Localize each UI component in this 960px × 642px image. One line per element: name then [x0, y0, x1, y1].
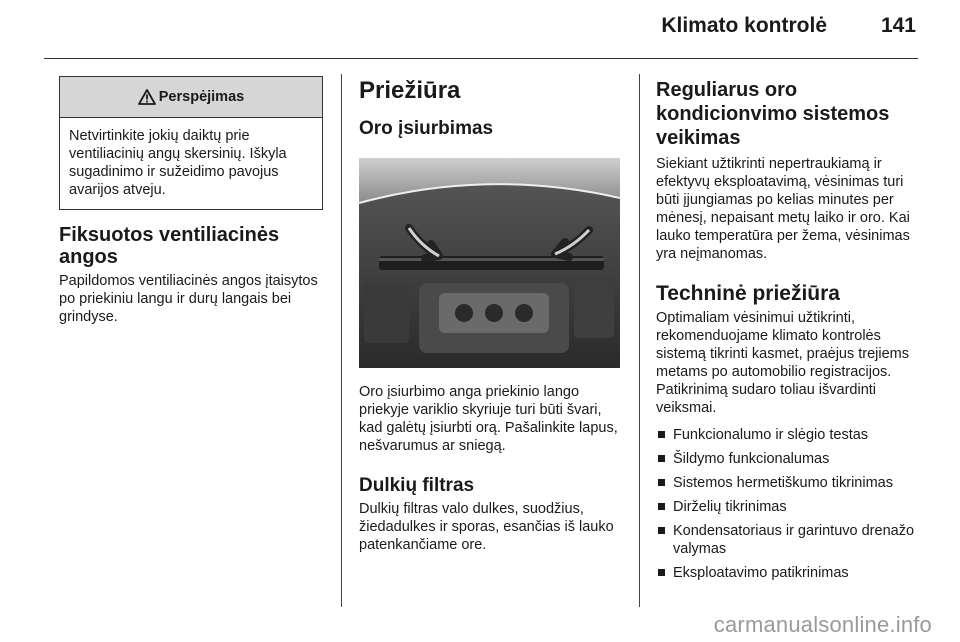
air-intake-text: Oro įsiurbimo anga priekinio lango priekyje variklio skyriuje turi būti švari, kad galėtų įsiurbti orą. Pašalinkite lapus, nešvarumus ar sniegą.: [359, 384, 618, 454]
list-item-text: Sistemos hermetiškumo tikrinimas: [673, 475, 893, 491]
list-item: [656, 522, 922, 558]
warning-title: Perspėjimas: [158, 89, 245, 105]
warning-box: [59, 76, 323, 210]
list-item-text: Dirželių tikrinimas: [673, 499, 787, 515]
dust-filter-heading: Dulkių filtras: [359, 475, 475, 496]
service-heading: Techninė priežiūra: [656, 282, 840, 305]
list-item-text: Eksploatavimo patikrinimas: [673, 565, 849, 581]
bullet-icon: [658, 569, 665, 576]
list-item: [656, 564, 922, 582]
warning-triangle-icon: [138, 89, 156, 105]
bullet-icon: [658, 431, 665, 438]
right-column: [656, 74, 922, 588]
watermark: carmanualsonline.info: [713, 612, 932, 637]
column-separator-2: [639, 74, 640, 607]
service-checklist: [656, 426, 922, 582]
header-rule: [44, 58, 918, 59]
list-item-text: Funkcionalumo ir slėgio testas: [673, 427, 869, 443]
warning-header: [60, 77, 322, 118]
middle-column: [359, 74, 627, 554]
bullet-icon: [658, 527, 665, 534]
fixed-vents-text: Papildomos ventiliacinės angos įtaisytos po priekiniu langu ir durų langais bei grindyse.: [59, 273, 318, 325]
fixed-vents-heading: Fiksuotos ventiliacinės angos: [59, 224, 280, 268]
regular-operation-heading: Reguliarus oro kondicionvimo sistemos veikimas: [656, 79, 890, 149]
maintenance-heading: Priežiūra: [359, 77, 461, 104]
list-item: [656, 426, 922, 444]
page-number: 141: [880, 14, 916, 37]
engine-bay-photo: [359, 158, 620, 368]
list-item: [656, 450, 922, 468]
page-header-title: Klimato kontrolė: [661, 14, 827, 37]
list-item-text: Kondensatoriaus ir garintuvo drenažo valymas: [673, 523, 915, 557]
list-item-text: Šildymo funkcionalumas: [673, 451, 830, 467]
bullet-icon: [658, 479, 665, 486]
warning-text: Netvirtinkite jokių daiktų prie ventiliacinių angų skersinių. Iškyla sugadinimo ir sužeidimo pavojus avarijos atveju.: [69, 128, 287, 198]
list-item: [656, 474, 922, 492]
service-text: Optimaliam vėsinimui užtikrinti, rekomenduojame klimato kontrolės sistemą tikrinti kasmet, praėjus trejiems metams po automobilio registracijos. Patikrinimą sudaro toliau išvardinti veiksmai.: [656, 310, 910, 416]
column-separator-1: [341, 74, 342, 607]
regular-operation-text: Siekiant užtikrinti nepertraukiamą ir efektyvų eksploatavimą, vėsinimas turi būti įjungiamas po kelias minutes per mėnesį, nepaisant metų laiko ir oro. Kai lauko temperatūra per žema, vėsinimas yra neįmanomas.: [656, 156, 910, 262]
list-item: [656, 498, 922, 516]
bullet-icon: [658, 503, 665, 510]
bullet-icon: [658, 455, 665, 462]
left-column: [59, 74, 327, 326]
air-intake-heading: Oro įsiurbimas: [359, 118, 494, 139]
dust-filter-text: Dulkių filtras valo dulkes, suodžius, žiedadulkes ir sporas, esančias iš lauko patenkančiame ore.: [359, 501, 614, 553]
engine-bay-illustration: [359, 158, 620, 368]
